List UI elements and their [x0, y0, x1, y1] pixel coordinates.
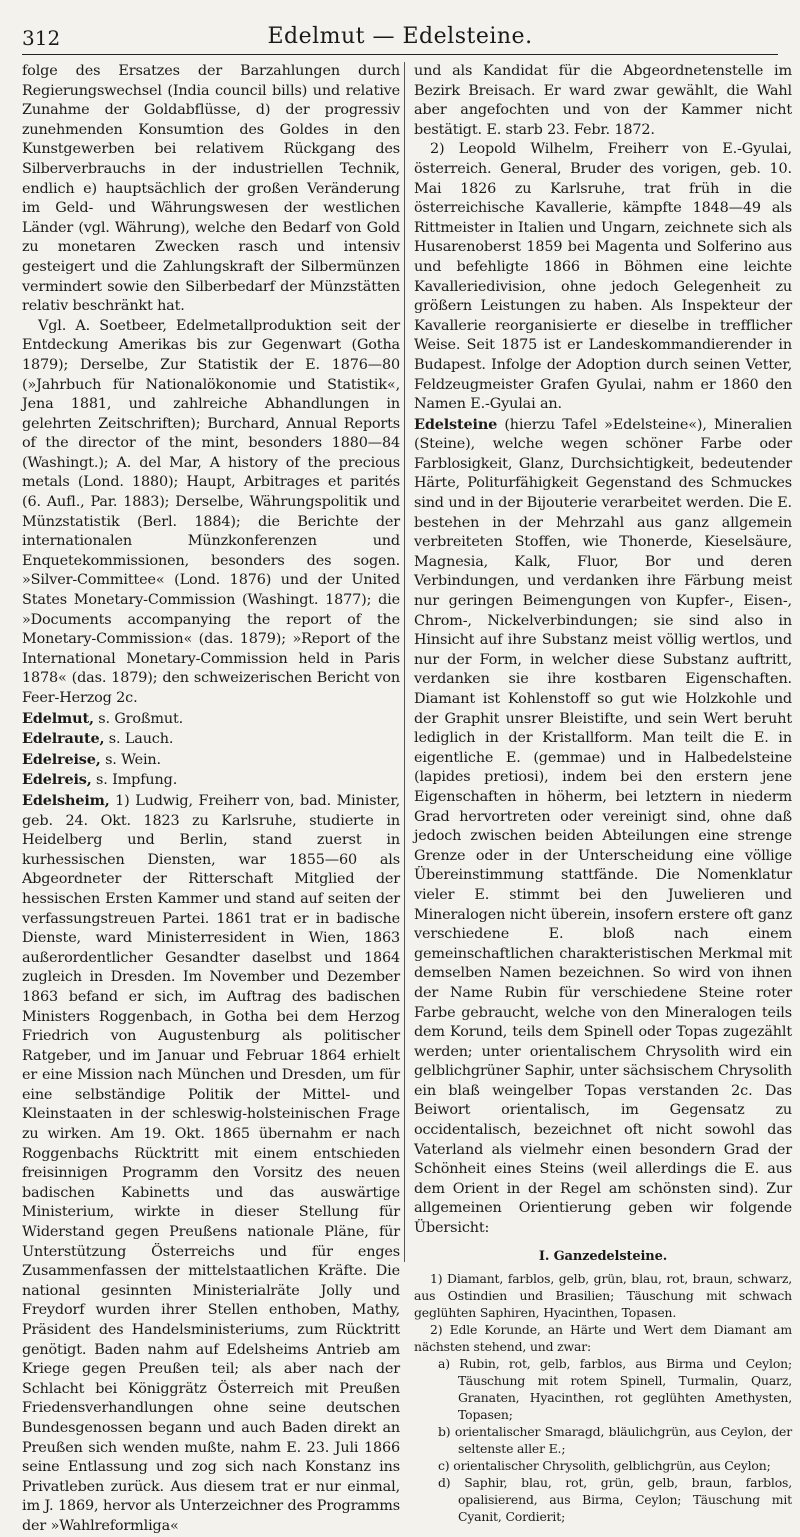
entry-text: s. Großmut.: [93, 710, 184, 727]
entry-edelmut: [22, 709, 400, 730]
page-number: 312: [22, 26, 61, 50]
headword: Edelreise,: [22, 750, 101, 768]
entry-text: s. Impfung.: [91, 772, 178, 789]
running-head: Edelmut — Edelsteine.: [267, 24, 533, 49]
paragraph: und als Kandidat für die Abgeordnetenstelle im Bezirk Breisach. Er ward zwar gewählt, die Wahl aber angefochten und von der Kammer nicht bestätigt. E. starb 23. Febr. 1872.: [414, 63, 792, 138]
list-subitem: b) orientalischer Smaragd, bläulichgrün, aus Ceylon, der seltenste aller E.;: [438, 1424, 792, 1457]
gem-list: [414, 1270, 792, 1525]
page-header: [22, 20, 778, 55]
headword: Edelreis,: [22, 771, 92, 789]
list-item: 1) Diamant, farblos, gelb, grün, blau, rot, braun, schwarz, aus Ostindien und Brasilien; Täuschung mit schwach geglühten Saphiren, Hyacinthen, Topasen.: [414, 1271, 792, 1321]
headword: Edelmut,: [22, 709, 94, 727]
entry-edelreis: [22, 770, 400, 791]
list-subitem: d) Saphir, blau, rot, grün, gelb, braun, farblos, opalisierend, aus Birma, Ceylon; Täuschung mit Cyanit, Cordierit;: [438, 1475, 792, 1525]
headword: Edelsteine: [414, 415, 498, 433]
bibliography-paragraph: Vgl. A. Soetbeer, Edelmetallproduktion seit der Entdeckung Amerikas bis zur Gegenwart (Gotha 1879); Derselbe, Zur Statistik der E. 1876—80 (»Jahrbuch für Nationalökonomie und Statistik«, Jena 1881, und zahlreiche Abhandlungen in gelehrten Zeitschriften); Burchard, Annual Reports of the director of the mint, besonders 1880—84 (Washingt.); A. del Mar, A history of the precious metals (Lond. 1880); Haupt, Arbitrages et parités (6. Aufl., Par. 1883); Derselbe, Währungspolitik und Münzstatistik (Berl. 1884); die Berichte der internationalen Münzkonferenzen und Enquetekommissionen, besonders des sogen. »Silver-Committee« (Lond. 1876) und der United States Monetary-Commission (Washingt. 1877); die »Documents accompanying the report of the Monetary-Commission« (das. 1879); »Report of the International Monetary-Commission held in Paris 1878« (das. 1879); den schweizerischen Bericht von Feer-Herzog 2c.: [22, 317, 400, 706]
paragraph: 2) Leopold Wilhelm, Freiherr von E.-Gyulai, österreich. General, Bruder des vorigen, geb. 10. Mai 1826 zu Karlsruhe, trat früh in die österreichische Kavallerie, kämpfte 1848—49 als Rittmeister in Italien und Ungarn, zeichnete sich als Husarenoberst 1859 bei Magenta und Solferino aus und befehligte 1866 in Böhmen eine leichte Kavalleriedivision, ohne jedoch Gelegenheit zu größern Leistungen zu haben. Als Inspekteur der Kavallerie reorganisierte er dieselbe in trefflicher Weise. Seit 1875 ist er Landeskommandierender in Budapest. Infolge der Adoption durch seinen Vetter, Feldzeugmeister Grafen Gyulai, nahm er 1860 den Namen E.-Gyulai an.: [414, 141, 792, 413]
headword: Edelsheim,: [22, 791, 110, 809]
list-subitem: a) Rubin, rot, gelb, farblos, aus Birma und Ceylon; Täuschung mit rotem Spinell, Turmalin, Quarz, Granaten, Hyacinthen, rot geglühten Amethysten, Topasen;: [438, 1356, 792, 1423]
left-column: [22, 62, 400, 1534]
entry-edelreise: [22, 750, 400, 771]
entry-text: s. Wein.: [100, 751, 161, 768]
right-column: [414, 62, 792, 1525]
headword: Edelraute,: [22, 730, 105, 748]
entry-edelsheim: [22, 791, 400, 1537]
column-divider: [404, 62, 405, 1262]
list-subitem: c) orientalischer Chrysolith, gelblichgrün, aus Ceylon;: [438, 1458, 771, 1474]
table-title: I. Ganzedelsteine.: [538, 1248, 668, 1264]
entry-edelraute: [22, 729, 400, 750]
list-item: 2) Edle Korunde, an Härte und Wert dem Diamant am nächsten stehend, und zwar:: [414, 1322, 792, 1355]
entry-edelsteine: [414, 415, 792, 1239]
paragraph: folge des Ersatzes der Barzahlungen durch Regierungswechsel (India council bills) und relative Zunahme der Goldabflüsse, d) der progressiv zunehmenden Konsumtion des Goldes in den Kunstgewerben bei relativem Rückgang des Silberverbrauchs in der industriellen Technik, endlich e) hauptsächlich der großen Veränderung im Geld- und Währungswesen der westlichen Länder (vgl. Währung), welche den Bedarf von Gold zu monetaren Zwecken rasch und intensiv gesteigert und die Zahlungskraft der Silbermünzen vermindert sowie den Silberbedarf der Münzstätten relativ beschränkt hat.: [22, 63, 400, 315]
entry-text: s. Lauch.: [104, 731, 174, 748]
entry-text: 1) Ludwig, Freiherr von, bad. Minister, geb. 24. Okt. 1823 zu Karlsruhe, studierte in Heidelberg und Berlin, stand zuerst in kurhessischen Diensten, war 1855—60 als Abgeordneter der Ritterschaft Mitglied der hessischen Ersten Kammer und stand auf seiten der verfassungstreuen Partei. 1861 trat er in badische Dienste, ward Ministerresident in Wien, 1863 außerordentlicher Gesandter daselbst und 1864 zugleich in Dresden. Im November und Dezember 1863 befand er sich, im Auftrag des badischen Ministers Roggenbach, in Gotha bei dem Herzog Friedrich von Augustenburg als politischer Ratgeber, und im Januar und Februar 1864 erhielt er eine Mission nach München und Dresden, um für eine selbständige Politik der Mittel- und Kleinstaaten in der schleswig-holsteinischen Frage zu wirken. Am 19. Okt. 1865 übernahm er nach Roggenbachs Rücktritt mit einem entschieden freisinnigen Programm den Vorsitz des neuen badischen Kabinetts und das auswärtige Ministerium, wirkte in dieser Stellung für Widerstand gegen Preußens nationale Pläne, für Unterstützung Österreichs und für enges Zusammenfassen der mittelstaatlichen Kräfte. Die national gesinnten Ministerialräte Jolly und Freydorf wurden ihrer Stellen enthoben, Mathy, Präsident des Handelsministeriums, zum Rücktritt genötigt. Baden nahm auf Edelsheims Antrieb am Kriege gegen Preußen teil; als aber nach der Schlacht bei Königgrätz Österreich mit Preußen Friedensverhandlungen ohne seine deutschen Bundesgenossen begann und auch Baden direkt an Preußen sich wenden mußte, nahm E. 23. Juli 1866 seine Entlassung und zog sich nach Konstanz ins Privatleben zurück. Aus diesem trat er nur einmal, im J. 1869, hervor als Unterzeichner des Programms der »Wahlreformliga«: [22, 792, 400, 1534]
entry-text: (hierzu Tafel »Edelsteine«), Mineralien (Steine), welche wegen schöner Farbe oder Farblosigkeit, Glanz, Durchsichtigkeit, bedeutender Härte, Politurfähigkeit Gegenstand des Schmuckes sind und in der Bijouterie verarbeitet werden. Die E. bestehen in der Mehrzahl aus ganz allgemein verbreiteten Stoffen, wie Thonerde, Kieselsäure, Magnesia, Kalk, Fluor, Bor und deren Verbindungen, und verdanken ihre Färbung meist nur geringen Beimengungen von Kupfer-, Eisen-, Chrom-, Nickelverbindungen; sie sind also in Hinsicht auf ihre Substanz meist völlig wertlos, und nur der Form, in welcher diese Substanz auftritt, verdanken sie ihre kostbaren Eigenschaften. Diamant ist Kohlenstoff so gut wie Holzkohle und der Graphit unsrer Bleistifte, und sein Wert beruht lediglich in der Kristallform. Man teilt die E. in eigentliche E. (gemmae) und in Halbedelsteine (lapides pretiosi), indem bei den erstern jene Eigenschaften in höherm, bei letztern in niederm Grad hervortreten oder vereinigt sind, ohne daß jedoch zwischen beiden Abteilungen eine strenge Grenze oder in der Unterscheidung eine völlige Übereinstimmung stattfände. Die Nomenklatur vieler E. stimmt bei den Juwelieren und Mineralogen nicht überein, insofern erstere oft ganz verschiedene E. bloß nach einem gemeinschaftlichen charakteristischen Merkmal mit demselben Namen bezeichnen. So wird von ihnen der Name Rubin für verschiedene Steine roter Farbe gebraucht, welche von den Mineralogen teils dem Korund, teils dem Spinell oder Topas zugezählt werden; unter orientalischem Chrysolith wird ein gelblichgrüner Saphir, unter sächsischem Chrysolith ein blaß weingelber Topas verstanden 2c. Das Beiwort orientalisch, im Gegensatz zu occidentalisch, bezeichnet oft nicht sowohl das Vaterland als vielmehr einen besondern Grad der Schönheit eines Steins (weil allerdings die E. aus dem Orient in der Regel am schönsten sind). Zur allgemeinen Orientierung geben wir folgende Übersicht:: [414, 416, 792, 1237]
